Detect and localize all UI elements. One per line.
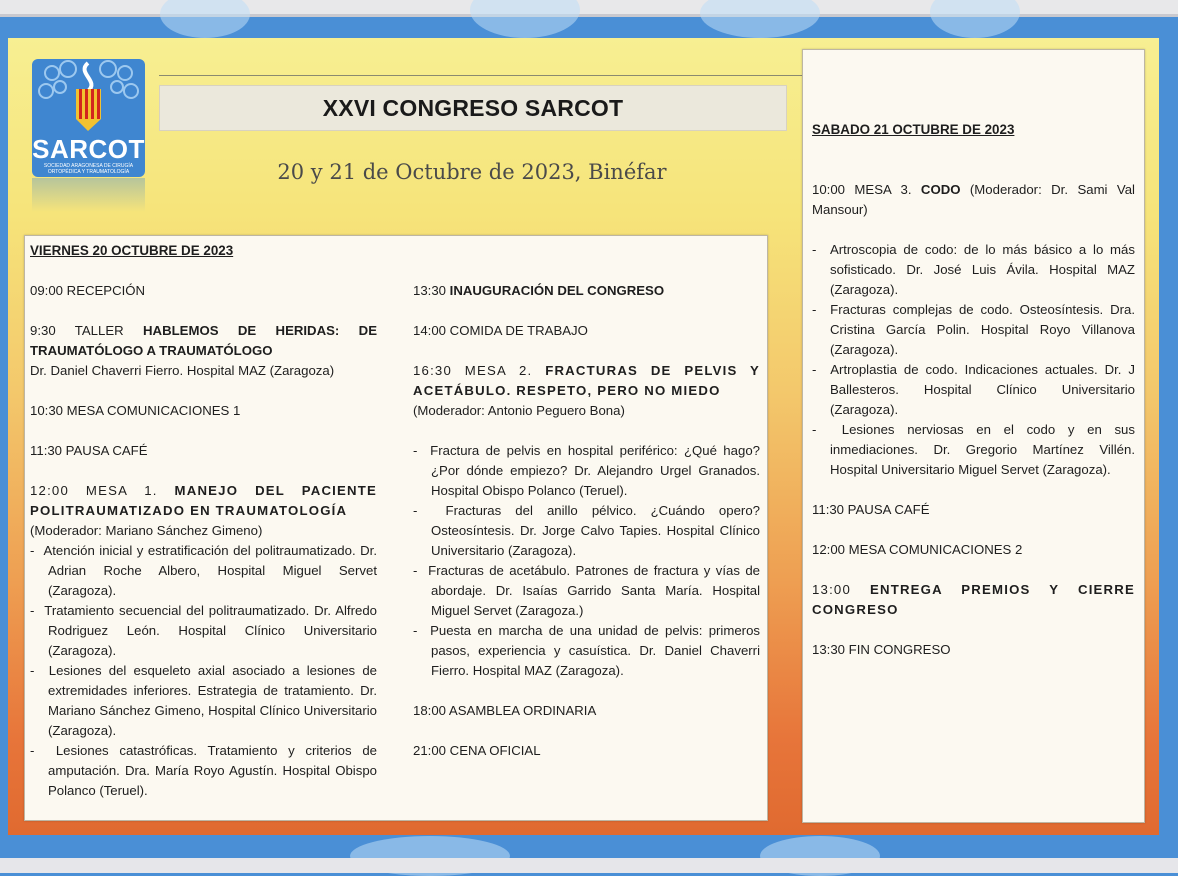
background-decoration [470, 0, 580, 38]
congress-subtitle: 20 y 21 de Octubre de 2023, Binéfar [277, 160, 667, 184]
mesa3-moderator: (Moderador: Dr. Sami Val Mansour) [812, 182, 1135, 217]
coffee-break-entry: 11:30 PAUSA CAFÉ [30, 443, 148, 458]
congress-title: XXVI CONGRESO SARCOT [159, 85, 787, 131]
dinner-entry: 21:00 CENA OFICIAL [413, 743, 541, 758]
title-divider [159, 75, 802, 76]
list-item: - Atención inicial y estratificación del politraumatizado. Dr. Adrian Roche Albero, Hospital Miguel Servet (Zaragoza). [30, 543, 377, 598]
mesa1-time: 12:00 MESA 1. [30, 483, 175, 498]
mesa3-entry [812, 180, 1135, 220]
awards-title: ENTREGA PREMIOS Y CIERRE CONGRESO [812, 582, 1135, 617]
reception-entry: 09:00 RECEPCIÓN [30, 283, 146, 298]
list-item: - Fracturas de acetábulo. Patrones de fractura y vías de abordaje. Dr. Isaías Garrido Santa María. Hospital Miguel Servet (Zaragoza.) [413, 563, 760, 618]
workshop-title: HABLEMOS DE HERIDAS: DE TRAUMATÓLOGO A TRAUMATÓLOGO [30, 323, 377, 358]
opening-time: 13:30 [413, 283, 450, 298]
saturday-column [812, 120, 1135, 660]
logo-text: SARCOT [32, 134, 145, 164]
communications-2-entry: 12:00 MESA COMUNICACIONES 2 [812, 542, 1023, 557]
mesa1-entry [30, 481, 377, 521]
list-item: - Lesiones nerviosas en el codo y en sus inmediaciones. Dr. Gregorio Martínez Villén. Hospital Universitario Miguel Servet (Zaragoza). [812, 422, 1135, 477]
mesa3-time: 10:00 MESA 3. [812, 182, 921, 197]
sarcot-logo [32, 59, 145, 177]
background-decoration [700, 0, 820, 38]
workshop-entry [30, 321, 377, 361]
coffee-break-entry: 11:30 PAUSA CAFÉ [812, 502, 930, 517]
list-item: - Lesiones catastróficas. Tratamiento y criterios de amputación. Dra. María Royo Agustín. Hospital Obispo Polanco (Teruel). [30, 743, 377, 798]
workshop-time: 9:30 TALLER [30, 323, 144, 338]
assembly-entry: 18:00 ASAMBLEA ORDINARIA [413, 703, 597, 718]
mesa2-title: FRACTURAS DE PELVIS Y ACETÁBULO. RESPETO, PERO NO MIEDO [413, 363, 761, 398]
mesa2-time: 16:30 MESA 2. [413, 363, 546, 378]
logo-subtitle: SOCIEDAD ARAGONESA DE CIRUGÍA ORTOPÉDICA Y TRAUMATOLOGÍA [43, 163, 134, 175]
saturday-heading: SABADO 21 OCTUBRE DE 2023 [812, 122, 1015, 137]
friday-column-2 [413, 281, 760, 761]
list-item: - Artroplastia de codo. Indicaciones actuales. Dr. J Ballesteros. Hospital Clínico Universitario (Zaragoza). [812, 362, 1135, 417]
list-item: - Fractura de pelvis en hospital periférico: ¿Qué hago? ¿Por dónde empiezo? Dr. Alejandro Urgel Granados. Hospital Obispo Polanco (Teruel). [413, 443, 760, 498]
list-item: - Artroscopia de codo: de lo más básico a lo más sofisticado. Dr. José Luis Ávila. Hospital MAZ (Zaragoza). [812, 242, 1135, 297]
friday-column-1 [30, 241, 377, 801]
awards-time: 13:00 [812, 582, 870, 597]
mesa1-title: MANEJO DEL PACIENTE POLITRAUMATIZADO EN TRAUMATOLOGÍA [30, 483, 377, 518]
friday-heading: VIERNES 20 OCTUBRE DE 2023 [30, 243, 234, 258]
list-item: - Puesta en marcha de una unidad de pelvis: primeros pasos, experiencia y casuística. Dr. Daniel Chaverri Fierro. Hospital MAZ (Zaragoza). [413, 623, 760, 678]
bottom-strip [0, 858, 1178, 873]
background-decoration [930, 0, 1020, 38]
awards-entry [812, 580, 1135, 620]
opening-title: INAUGURACIÓN DEL CONGRESO [449, 283, 665, 298]
list-item: - Fracturas complejas de codo. Osteosíntesis. Dra. Cristina García Polin. Hospital Royo Villanova (Zaragoza). [812, 302, 1135, 357]
end-entry: 13:30 FIN CONGRESO [812, 642, 951, 657]
list-item: - Tratamiento secuencial del politraumatizado. Dr. Alfredo Rodriguez León. Hospital Clínico Universitario (Zaragoza). [30, 603, 377, 658]
tree-logo-icon [32, 59, 145, 134]
communications-1-entry: 10:30 MESA COMUNICACIONES 1 [30, 403, 241, 418]
background-decoration [160, 0, 250, 38]
mesa1-moderator: (Moderador: Mariano Sánchez Gimeno) [30, 523, 263, 538]
mesa2-moderator: (Moderador: Antonio Peguero Bona) [413, 403, 625, 418]
logo-reflection [32, 178, 145, 212]
mesa2-entry [413, 361, 760, 401]
lunch-entry: 14:00 COMIDA DE TRABAJO [413, 323, 588, 338]
opening-entry [413, 281, 760, 301]
list-item: - Fracturas del anillo pélvico. ¿Cuándo opero? Osteosíntesis. Dr. Jorge Calvo Tapies. Hospital Clínico Universitario (Zaragoza). [413, 503, 760, 558]
workshop-speaker: Dr. Daniel Chaverri Fierro. Hospital MAZ (Zaragoza) [30, 363, 335, 378]
mesa3-title: CODO [920, 182, 961, 197]
list-item: - Lesiones del esqueleto axial asociado a lesiones de extremidades inferiores. Estrategia de tratamiento. Dr. Mariano Sánchez Gimeno, Hospital Clínico Universitario (Zaragoza). [30, 663, 377, 738]
